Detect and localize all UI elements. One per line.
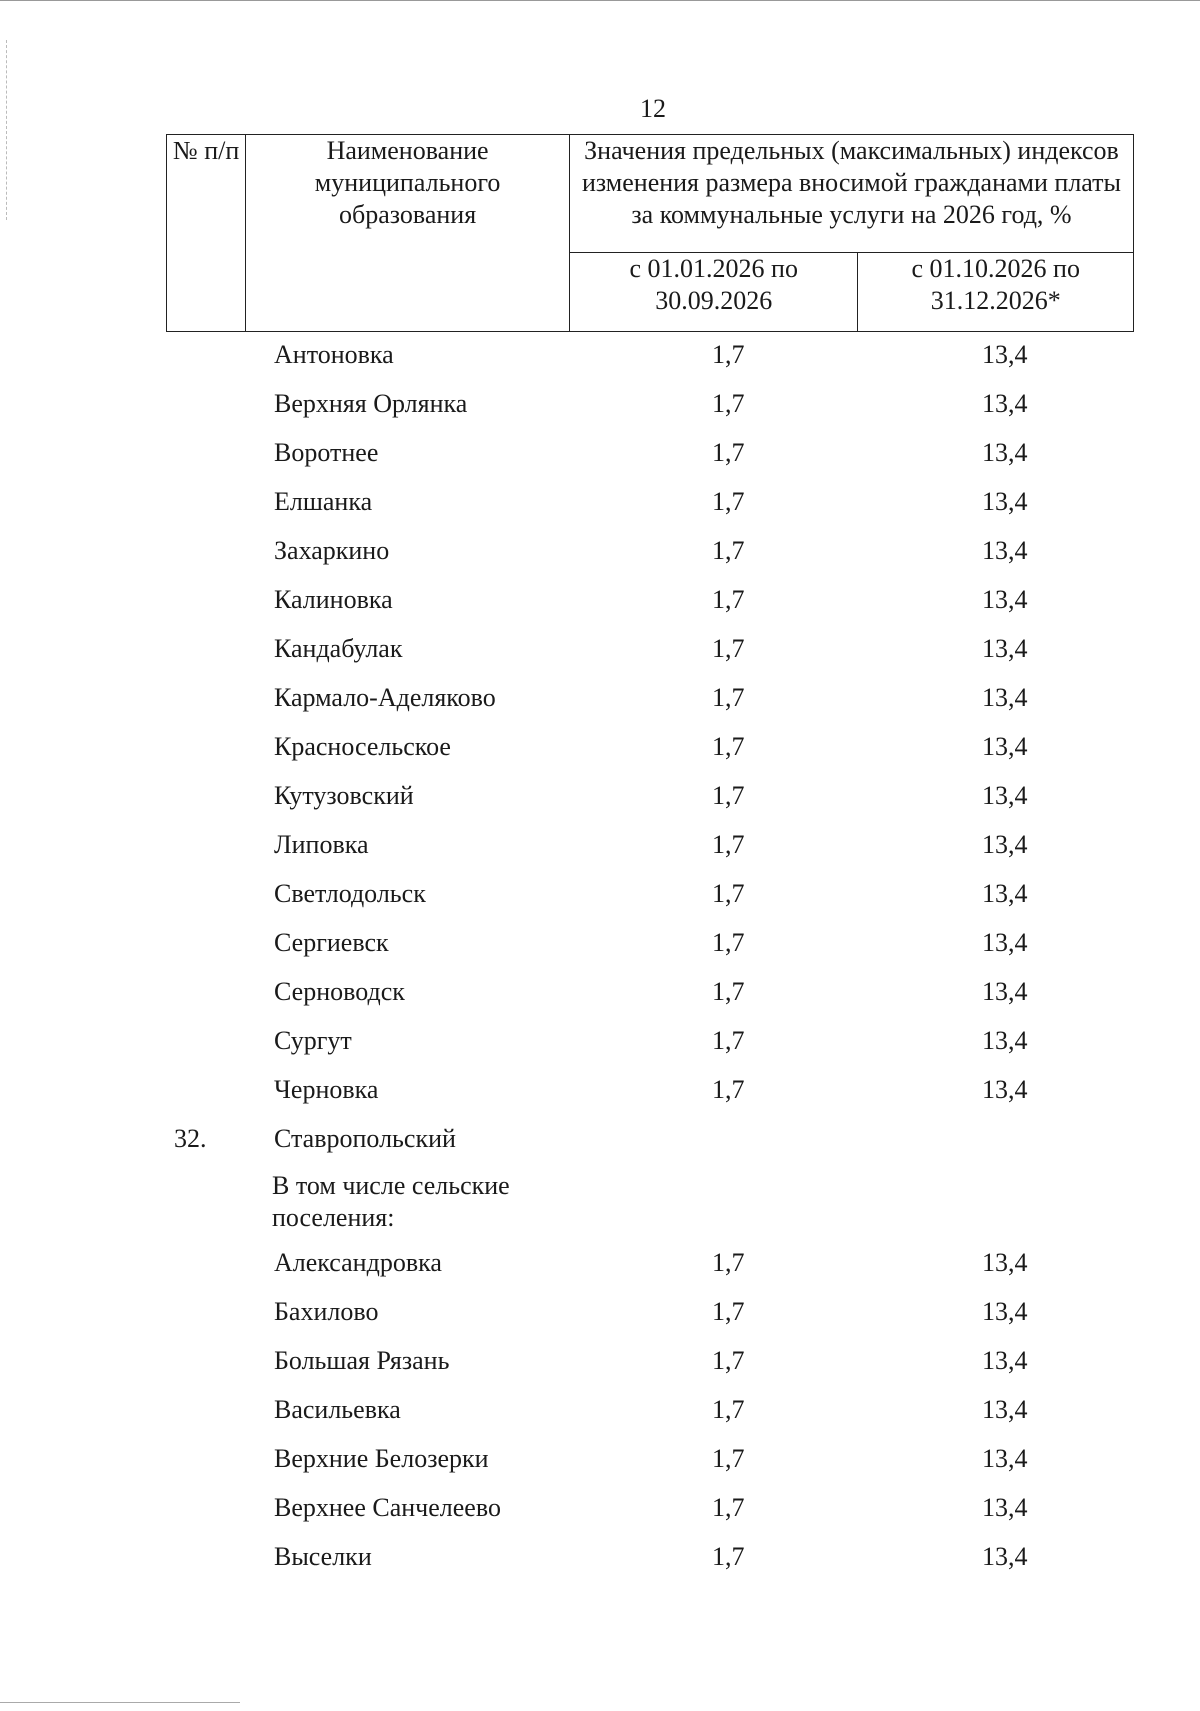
table-row — [0, 781, 1200, 821]
table-row — [0, 1395, 1200, 1435]
header-period2-cell: с 01.10.2026 по 31.12.2026* — [858, 252, 1134, 331]
value-period2: 13,4 — [982, 879, 1028, 908]
settlement-name: Верхняя Орлянка — [274, 389, 468, 418]
table-row — [0, 487, 1200, 527]
settlement-name: Серноводск — [274, 977, 405, 1006]
value-period1: 1,7 — [712, 1542, 745, 1571]
value-period2: 13,4 — [982, 1346, 1028, 1375]
value-period1: 1,7 — [712, 1075, 745, 1104]
value-period2: 13,4 — [982, 781, 1028, 810]
table-header — [166, 134, 1134, 332]
table-row — [0, 340, 1200, 380]
header-number-cell: № п/п — [167, 135, 246, 332]
table-row — [0, 977, 1200, 1017]
value-period1: 1,7 — [712, 487, 745, 516]
value-period2: 13,4 — [982, 732, 1028, 761]
value-period1: 1,7 — [712, 536, 745, 565]
value-period1: 1,7 — [712, 634, 745, 663]
value-period2: 13,4 — [982, 389, 1028, 418]
table-row — [0, 1075, 1200, 1115]
value-period1: 1,7 — [712, 1346, 745, 1375]
settlement-name: Черновка — [274, 1075, 379, 1104]
settlement-name: Липовка — [274, 830, 369, 859]
header-name-cell: Наименование муниципального образования — [246, 135, 570, 332]
settlement-name: Большая Рязань — [274, 1346, 450, 1375]
value-period1: 1,7 — [712, 879, 745, 908]
value-period1: 1,7 — [712, 1395, 745, 1424]
value-period1: 1,7 — [712, 1297, 745, 1326]
value-period2: 13,4 — [982, 1026, 1028, 1055]
table-row — [0, 830, 1200, 870]
value-period2: 13,4 — [982, 1542, 1028, 1571]
settlement-name: Захаркино — [274, 536, 390, 565]
settlement-name: Кандабулак — [274, 634, 403, 663]
value-period2: 13,4 — [982, 1075, 1028, 1104]
value-period1: 1,7 — [712, 1248, 745, 1277]
settlement-name: Красносельское — [274, 732, 451, 761]
header-period1-cell: с 01.01.2026 по 30.09.2026 — [569, 252, 857, 331]
section-row — [0, 1124, 1200, 1164]
table-row — [0, 438, 1200, 478]
value-period1: 1,7 — [712, 928, 745, 957]
table-row — [0, 389, 1200, 429]
table-row — [0, 732, 1200, 772]
settlement-name: Кутузовский — [274, 781, 414, 810]
settlement-name: Васильевка — [274, 1395, 401, 1424]
settlement-name: Сергиевск — [274, 928, 389, 957]
value-period1: 1,7 — [712, 1026, 745, 1055]
page-number: 12 — [640, 94, 666, 123]
table-row — [0, 683, 1200, 723]
settlement-name: Александровка — [274, 1248, 442, 1277]
value-period1: 1,7 — [712, 340, 745, 369]
value-period2: 13,4 — [982, 830, 1028, 859]
value-period1: 1,7 — [712, 438, 745, 467]
value-period2: 13,4 — [982, 1444, 1028, 1473]
value-period2: 13,4 — [982, 683, 1028, 712]
table-row — [0, 1493, 1200, 1533]
value-period1: 1,7 — [712, 1444, 745, 1473]
value-period2: 13,4 — [982, 438, 1028, 467]
table-row — [0, 634, 1200, 674]
settlement-name: Калиновка — [274, 585, 393, 614]
settlement-name: Кармало-Аделяково — [274, 683, 496, 712]
section-subtitle: В том числе сельские поселения: — [272, 1171, 510, 1232]
value-period1: 1,7 — [712, 683, 745, 712]
value-period2: 13,4 — [982, 928, 1028, 957]
settlement-name: Верхние Белозерки — [274, 1444, 489, 1473]
table-row — [0, 1026, 1200, 1066]
settlement-name: Елшанка — [274, 487, 373, 516]
scan-top-edge — [0, 0, 1200, 1]
value-period1: 1,7 — [712, 1493, 745, 1522]
value-period2: 13,4 — [982, 634, 1028, 663]
table-row — [0, 536, 1200, 576]
section-name: Ставропольский — [274, 1124, 456, 1153]
table-row — [0, 1297, 1200, 1337]
value-period2: 13,4 — [982, 536, 1028, 565]
table-row — [0, 585, 1200, 625]
value-period2: 13,4 — [982, 977, 1028, 1006]
value-period1: 1,7 — [712, 830, 745, 859]
table-row — [0, 879, 1200, 919]
value-period2: 13,4 — [982, 1297, 1028, 1326]
header-values-cell: Значения предельных (максимальных) индексов изменения размера вносимой гражданами платы за коммунальные услуги на 2026 год, % — [569, 135, 1133, 253]
value-period2: 13,4 — [982, 340, 1028, 369]
settlement-name: Воротнее — [274, 438, 379, 467]
settlement-name: Сургут — [274, 1026, 352, 1055]
value-period2: 13,4 — [982, 487, 1028, 516]
settlement-name: Верхнее Санчелеево — [274, 1493, 501, 1522]
scan-bottom-edge — [0, 1702, 240, 1703]
settlement-name: Бахилово — [274, 1297, 379, 1326]
value-period2: 13,4 — [982, 1493, 1028, 1522]
table-row — [0, 1346, 1200, 1386]
settlement-name: Светлодольск — [274, 879, 426, 908]
value-period2: 13,4 — [982, 1248, 1028, 1277]
settlement-name: Выселки — [274, 1542, 372, 1571]
table-row — [0, 928, 1200, 968]
scan-left-marks — [6, 40, 8, 220]
value-period2: 13,4 — [982, 1395, 1028, 1424]
value-period2: 13,4 — [982, 585, 1028, 614]
section-number: 32. — [174, 1124, 207, 1153]
value-period1: 1,7 — [712, 977, 745, 1006]
value-period1: 1,7 — [712, 585, 745, 614]
table-row — [0, 1542, 1200, 1582]
table-row — [0, 1248, 1200, 1288]
value-period1: 1,7 — [712, 732, 745, 761]
settlement-name: Антоновка — [274, 340, 394, 369]
value-period1: 1,7 — [712, 781, 745, 810]
table-row — [0, 1444, 1200, 1484]
value-period1: 1,7 — [712, 389, 745, 418]
